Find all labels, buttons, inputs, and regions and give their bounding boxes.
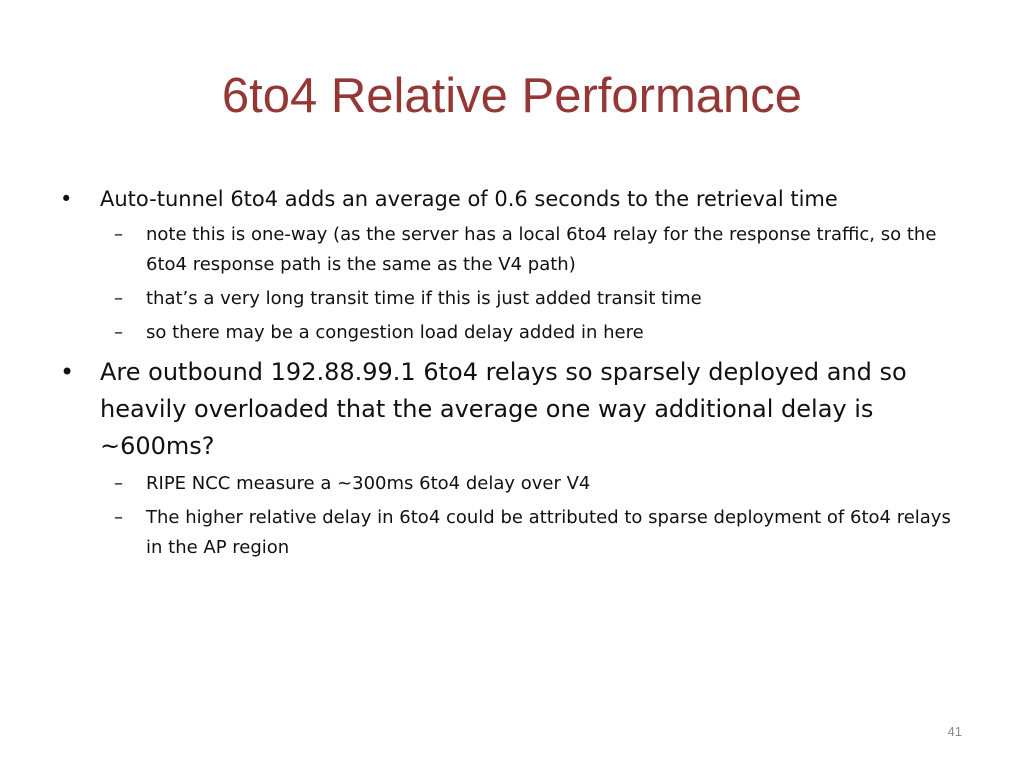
slide-title: 6to4 Relative Performance [221,69,803,123]
sub-point-text: so there may be a congestion load delay added in here [146,322,644,343]
slide-body [60,182,960,563]
bullet-text: Auto-tunnel 6to4 adds an average of 0.6 seconds to the retrieval time [100,187,838,211]
sub-point-2-2 [100,503,960,563]
bullet-point-1 [60,182,960,216]
bullet-text: Are outbound 192.88.99.1 6to4 relays so sparsely deployed and so heavily overloaded that the average one way additional delay is ~600ms? [100,358,907,460]
dash-icon: – [114,224,123,245]
sub-point-2-1 [100,469,960,499]
sub-point-text: RIPE NCC measure a ~300ms 6to4 delay over V4 [146,473,591,494]
sub-point-text: The higher relative delay in 6to4 could be attributed to sparse deployment of 6to4 relays in the AP region [146,507,951,558]
dash-icon: – [114,473,123,494]
dash-icon: – [114,288,123,309]
dash-icon: – [114,507,123,528]
sub-point-1-3 [100,318,960,348]
sub-point-1-2 [100,284,960,314]
sub-point-text: note this is one-way (as the server has a local 6to4 relay for the response traffic, so the 6to4 response path is the same as the V4 path) [146,224,937,275]
dash-icon: – [114,322,123,343]
sub-point-1-1 [100,220,960,280]
bullet-icon: • [60,358,75,386]
bullet-icon: • [60,187,73,211]
sub-point-text: that’s a very long transit time if this is just added transit time [146,288,702,309]
bullet-point-2 [60,354,960,465]
page-number: 41 [947,724,962,739]
